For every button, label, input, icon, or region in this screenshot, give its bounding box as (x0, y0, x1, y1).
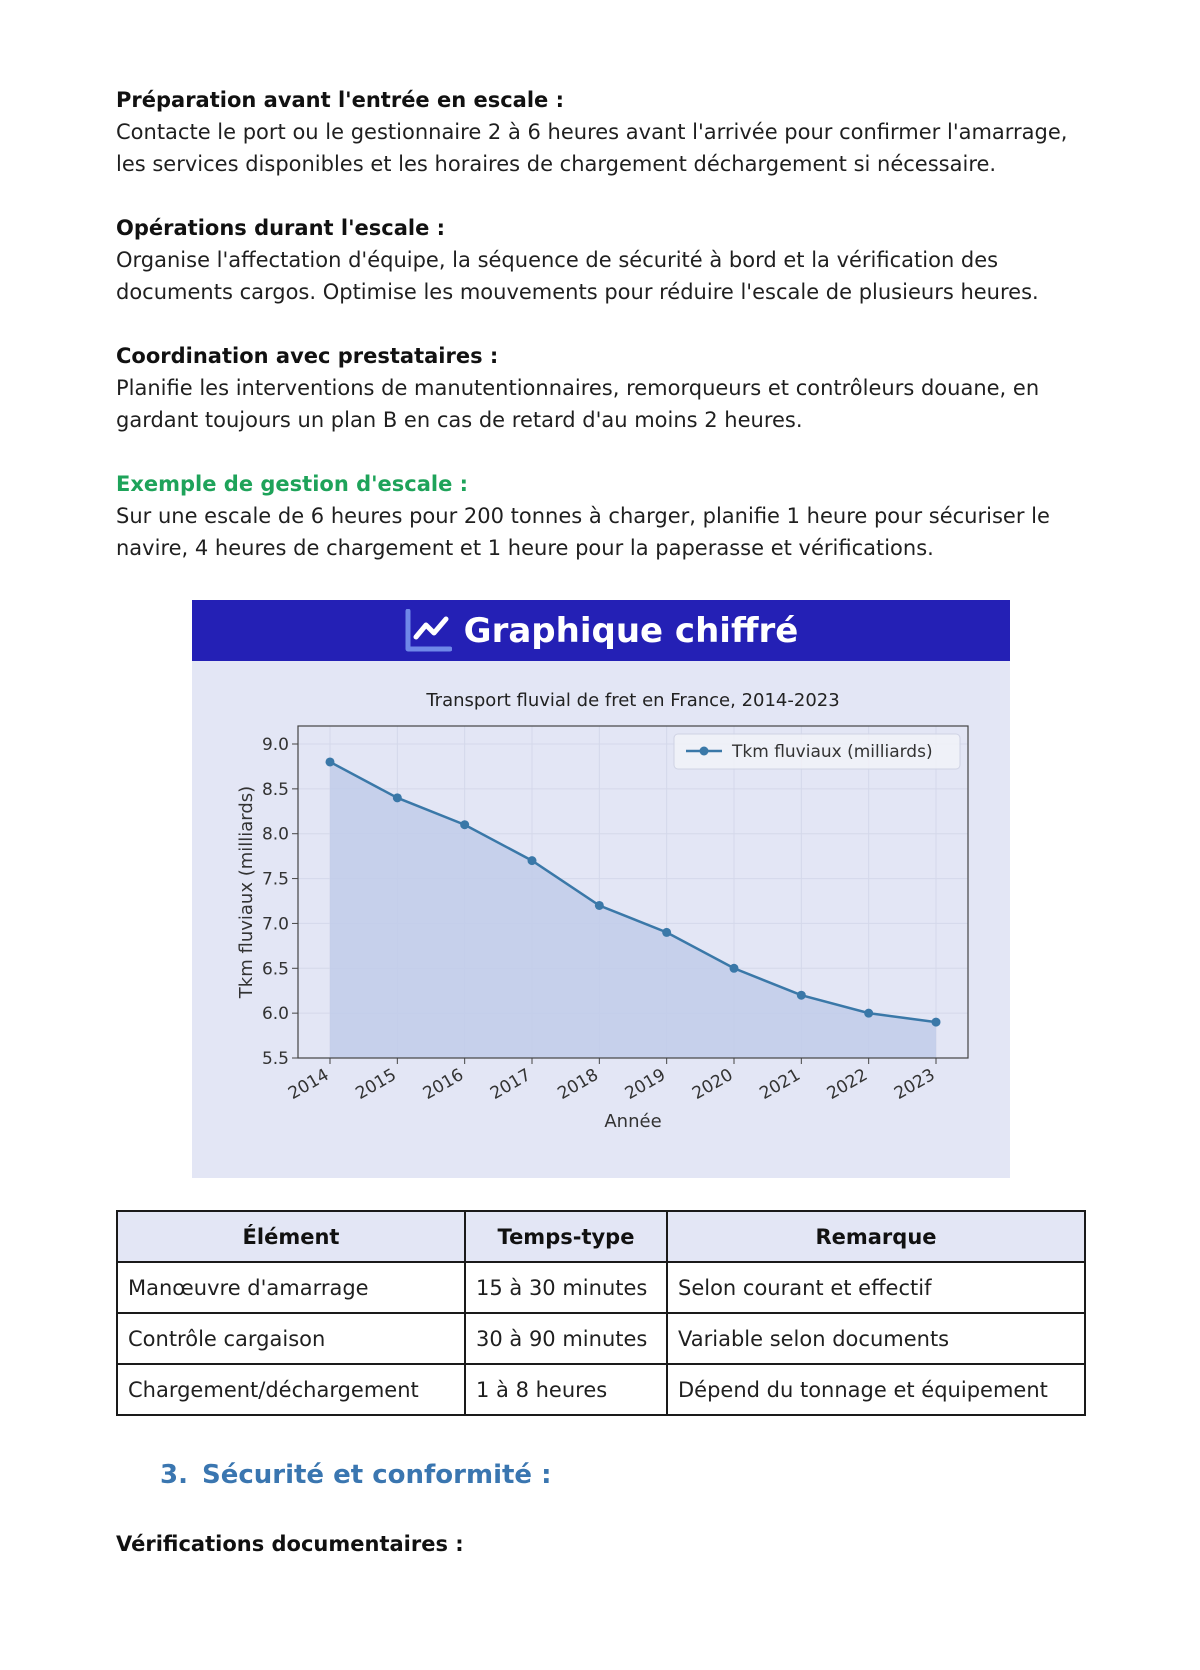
section-heading-3 (160, 1460, 552, 1490)
column-header: Temps-type (465, 1211, 667, 1262)
table-header-row (117, 1211, 1085, 1262)
chart-title: Transport fluvial de fret en France, 2014-2023 (426, 690, 840, 711)
section-paragraph (116, 116, 1100, 180)
paragraph-line: Planifie les interventions de manutentionnaires, remorqueurs et contrôleurs douane, en (116, 376, 1040, 400)
y-tick-label: 7.0 (261, 914, 289, 935)
section-title: Vérifications documentaires : (116, 1532, 464, 1556)
legend-label: Tkm fluviaux (milliards) (732, 742, 933, 762)
section-title: Opérations durant l'escale : (116, 216, 446, 240)
y-tick-label: 6.0 (261, 1004, 289, 1025)
section-paragraph (116, 244, 1100, 308)
section-preparation (116, 84, 1100, 180)
table-cell: 15 à 30 minutes (465, 1262, 667, 1313)
paragraph-line: documents cargos. Optimise les mouvements pour réduire l'escale de plusieurs heures. (116, 280, 1039, 304)
table-row (117, 1364, 1085, 1415)
column-header: Remarque (667, 1211, 1085, 1262)
line-chart (192, 661, 1010, 1178)
section-title: Préparation avant l'entrée en escale : (116, 88, 565, 112)
paragraph-line: gardant toujours un plan B en cas de retard d'au moins 2 heures. (116, 408, 803, 432)
table-cell: Manœuvre d'amarrage (117, 1262, 465, 1313)
data-point (393, 793, 402, 802)
data-point (528, 856, 537, 865)
heading-title: Sécurité et conformité : (201, 1460, 552, 1490)
legend-marker (700, 747, 709, 756)
x-tick-label: 2019 (621, 1065, 670, 1104)
x-tick-label: 2023 (891, 1065, 939, 1104)
paragraph-line: les services disponibles et les horaires de chargement déchargement si nécessaire. (116, 152, 997, 176)
section-paragraph (116, 372, 1100, 436)
paragraph-line: Sur une escale de 6 heures pour 200 tonnes à charger, planifie 1 heure pour sécuriser le (116, 504, 1050, 528)
table-cell: Selon courant et effectif (667, 1262, 1085, 1313)
section-paragraph (116, 500, 1100, 564)
table-cell: Dépend du tonnage et équipement (667, 1364, 1085, 1415)
data-point (326, 757, 335, 766)
y-tick-label: 7.5 (261, 869, 289, 890)
paragraph-line: navire, 4 heures de chargement et 1 heure pour la paperasse et vérifications. (116, 536, 934, 560)
y-axis-label: Tkm fluviaux (milliards) (236, 785, 257, 999)
paragraph-line: Contacte le port ou le gestionnaire 2 à 6 heures avant l'arrivée pour confirmer l'amarrage, (116, 120, 1068, 144)
example-title: Exemple de gestion d'escale : (116, 472, 469, 496)
table-cell: Contrôle cargaison (117, 1313, 465, 1364)
section-coordination (116, 340, 1100, 436)
table-row (117, 1262, 1085, 1313)
line-chart-icon (404, 609, 452, 653)
table-cell: Variable selon documents (667, 1313, 1085, 1364)
x-tick-label: 2014 (285, 1065, 333, 1104)
section-title: Coordination avec prestataires : (116, 344, 499, 368)
chart-banner (192, 600, 1010, 661)
data-point (932, 1018, 941, 1027)
y-tick-label: 6.5 (261, 959, 289, 980)
data-point (460, 820, 469, 829)
data-point (864, 1009, 873, 1018)
x-tick-label: 2022 (823, 1065, 872, 1104)
x-axis-label: Année (604, 1111, 662, 1132)
chart-card (192, 600, 1010, 1178)
table-cell: 30 à 90 minutes (465, 1313, 667, 1364)
data-point (595, 901, 604, 910)
data-point (662, 928, 671, 937)
y-tick-label: 9.0 (261, 735, 289, 755)
column-header: Élément (117, 1211, 465, 1262)
text-content (116, 84, 1100, 596)
y-tick-label: 5.5 (261, 1049, 289, 1069)
x-tick-label: 2018 (554, 1065, 602, 1104)
section-operations (116, 212, 1100, 308)
x-tick-label: 2021 (756, 1065, 804, 1104)
chart-banner-title: Graphique chiffré (463, 610, 799, 651)
table-row (117, 1313, 1085, 1364)
section-example (116, 468, 1100, 564)
table-cell: Chargement/déchargement (117, 1364, 465, 1415)
x-tick-label: 2016 (419, 1065, 468, 1104)
paragraph-line: Organise l'affectation d'équipe, la séquence de sécurité à bord et la vérification des (116, 248, 999, 272)
x-tick-label: 2017 (487, 1065, 535, 1104)
data-point (730, 964, 739, 973)
x-tick-label: 2015 (352, 1065, 400, 1104)
heading-number: 3. (160, 1460, 188, 1490)
y-tick-label: 8.0 (261, 824, 289, 845)
table-cell: 1 à 8 heures (465, 1364, 667, 1415)
y-tick-label: 8.5 (261, 779, 289, 800)
duration-table (116, 1210, 1086, 1416)
data-point (797, 991, 806, 1000)
x-tick-label: 2020 (689, 1065, 737, 1104)
